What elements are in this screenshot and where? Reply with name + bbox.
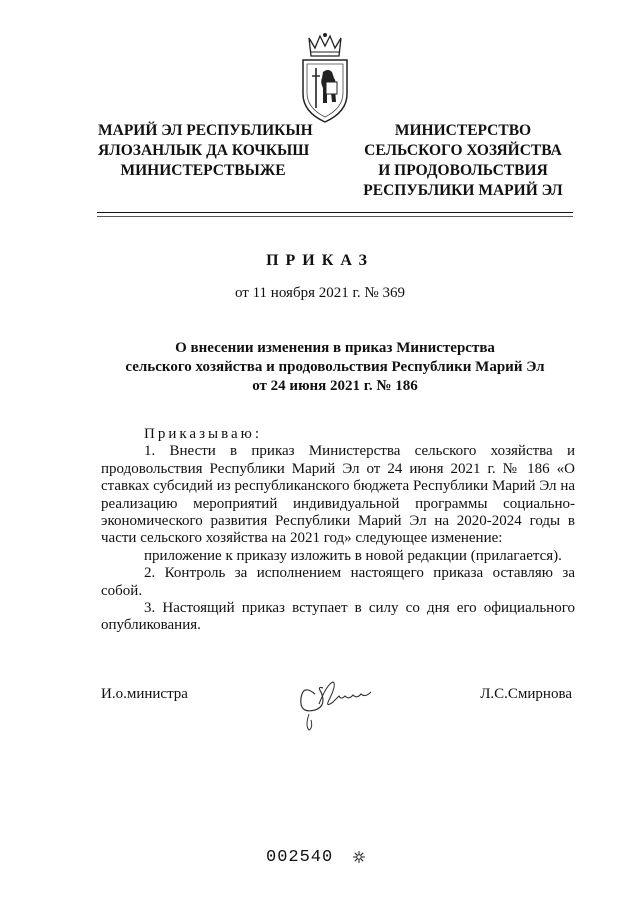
header-divider-thin [97, 216, 573, 217]
header-right-line: МИНИСТЕРСТВО [394, 122, 532, 139]
header-right-line: И ПРОДОВОЛЬСТВИЯ [378, 162, 548, 179]
header-left-line: МАРИЙ ЭЛ РЕСПУБЛИКЫН [98, 122, 313, 139]
handwritten-signature-icon [293, 664, 383, 744]
document-title: ПРИКАЗ [266, 252, 374, 269]
header-left-line: ЯЛОЗАНЛЫК ДА КОЧКЫШ [98, 142, 310, 159]
coat-of-arms-icon [295, 32, 355, 124]
header-right-line: РЕСПУБЛИКИ МАРИЙ ЭЛ [363, 182, 563, 199]
document-body [101, 426, 575, 635]
signatory-role: И.о.министра [101, 686, 188, 702]
document-date-line: от 11 ноября 2021 г. № 369 [235, 285, 405, 301]
order-item-3: 3. Настоящий приказ вступает в силу со дня его официального опубликования. [101, 600, 575, 634]
signatory-name: Л.С.Смирнова [480, 686, 572, 702]
header-left-block [98, 121, 313, 181]
subject-line: от 24 июня 2021 г. № 186 [252, 378, 418, 394]
order-item-2: 2. Контроль за исполнением настоящего приказа оставляю за собой. [101, 565, 575, 599]
subject-line: О внесении изменения в приказ Министерства [175, 340, 495, 356]
order-item-1-change: приложение к приказу изложить в новой редакции (прилагается). [144, 547, 562, 564]
header-divider [97, 212, 573, 213]
subject-line: сельского хозяйства и продовольствия Республики Марий Эл [125, 359, 545, 375]
header-left-line: МИНИСТЕРСТВЫЖЕ [120, 162, 286, 179]
header-right-line: СЕЛЬСКОГО ХОЗЯЙСТВА [364, 142, 562, 159]
header-right-block [358, 121, 568, 201]
star-stamp-icon [352, 850, 366, 864]
document-serial-number: 002540 [266, 848, 334, 867]
order-intro: Приказываю: [144, 426, 262, 442]
order-item-1: 1. Внести в приказ Министерства сельского хозяйства и продовольствия Республики Марий Эл от 24 июня 2021 г. № 186 «О ставках субсидий из республиканского бюджета Республики Марий Эл на реализацию мероприятий индивидуальной программы социально-экономического развития Республики Марий Эл на 2020-2024 годы в части сельского хозяйства на 2021 год» следующее изменение: [101, 443, 575, 547]
document-subject [98, 339, 572, 396]
